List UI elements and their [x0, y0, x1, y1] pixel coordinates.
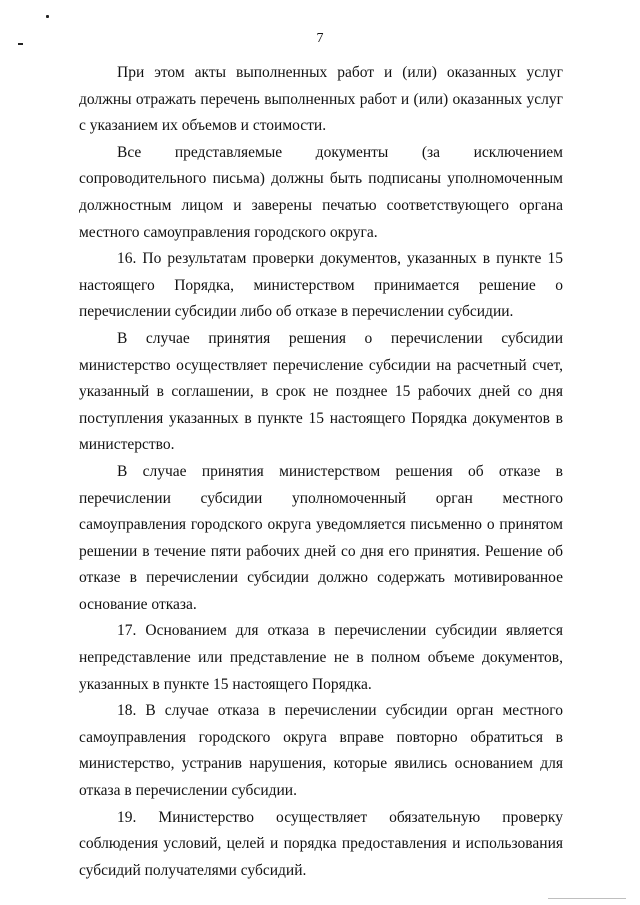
paragraph-transfer-decision: В случае принятия решения о перечислении субсидии министерство осуществляет перечисление субсидии на расчетный счет, указанный в соглашении, в срок не позднее 15 рабочих дней со дня поступления указанных в пункте 15 настоящего Порядка документов в министерство.	[79, 329, 563, 454]
paragraph-item-18: 18. В случае отказа в перечислении субсидии орган местного самоуправления городского округа вправе повторно обратиться в министерство, устранив нарушения, которые явились основанием для отказа в перечислении субсидии.	[79, 702, 563, 800]
scan-artifact-line	[548, 898, 626, 899]
paragraph-item-17: 17. Основанием для отказа в перечислении субсидии является непредставление или представление не в полном объеме документов, указанных в пункте 15 настоящего Порядка.	[79, 622, 563, 693]
paragraph-acts-content: При этом акты выполненных работ и (или) оказанных услуг должны отражать перечень выполненных работ и (или) оказанных услуг с указанием их объемов и стоимости.	[79, 64, 563, 135]
paragraph-item-19: 19. Министерство осуществляет обязательную проверку соблюдения условий, целей и порядка предоставления и использования субсидий получателями субсидий.	[79, 808, 563, 879]
paragraph-item-16: 16. По результатам проверки документов, указанных в пункте 15 настоящего Порядка, министерством принимается решение о перечислении субсидии либо об отказе в перечислении субсидии.	[79, 250, 563, 321]
scan-artifact-dot	[46, 15, 49, 18]
paragraph-documents-signing: Все представляемые документы (за исключением сопроводительного письма) должны быть подписаны уполномоченным должностным лицом и заверены печатью соответствующего органа местного самоуправления городского округа.	[79, 143, 563, 241]
page-number: 7	[316, 31, 324, 46]
paragraph-refusal-decision: В случае принятия министерством решения об отказе в перечислении субсидии уполномоченный орган местного самоуправления городского округа уведомляется письменно о принятом решении в течение пяти рабочих дней со дня его принятия. Решение об отказе в перечислении субсидии должно содержать мотивированное основание отказа.	[79, 462, 563, 613]
document-body	[79, 60, 563, 884]
